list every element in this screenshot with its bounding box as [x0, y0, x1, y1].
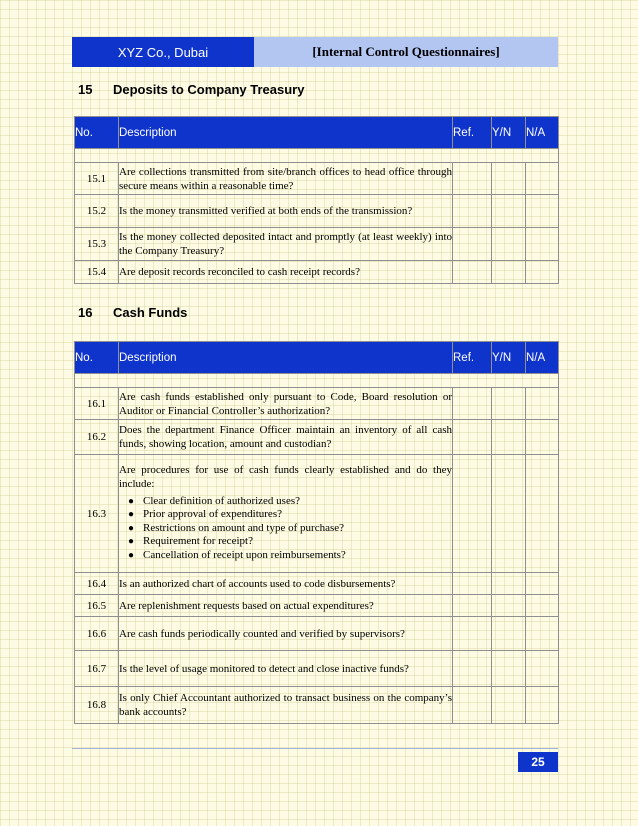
yn-cell[interactable] — [492, 228, 526, 261]
col-na: N/A — [526, 117, 559, 149]
na-cell[interactable] — [526, 573, 559, 595]
bullet-list — [119, 495, 452, 563]
section-15-title: Deposits to Company Treasury — [113, 82, 305, 97]
row-question: Does the department Finance Officer maintain an inventory of all cash funds, showing location, amount and custodian? — [119, 420, 453, 455]
section-16-title: Cash Funds — [113, 305, 188, 320]
bullet-icon: ● — [128, 495, 135, 507]
table-header-row — [75, 117, 559, 149]
row-number: 16.2 — [75, 420, 119, 455]
table-row — [75, 163, 559, 195]
yn-cell[interactable] — [492, 595, 526, 617]
table-row — [75, 195, 559, 228]
page-number: 25 — [518, 752, 558, 772]
table-row — [75, 261, 559, 284]
yn-cell[interactable] — [492, 195, 526, 228]
row-question: Is the money collected deposited intact and promptly (at least weekly) into the Company Treasury? — [119, 228, 453, 261]
yn-cell[interactable] — [492, 651, 526, 687]
section-15-table — [74, 116, 559, 284]
yn-cell[interactable] — [492, 573, 526, 595]
bullet-icon: ● — [128, 509, 135, 521]
section-15-number: 15 — [78, 82, 93, 97]
bullet-text: Cancellation of receipt upon reimbursements? — [143, 548, 346, 561]
col-ref: Ref. — [453, 117, 492, 149]
page-header — [72, 37, 558, 67]
yn-cell[interactable] — [492, 388, 526, 420]
table-row — [75, 388, 559, 420]
col-description: Description — [119, 117, 453, 149]
ref-cell[interactable] — [453, 195, 492, 228]
na-cell[interactable] — [526, 163, 559, 195]
list-item — [128, 548, 452, 563]
row-number: 16.3 — [75, 455, 119, 573]
row-question: Are cash funds periodically counted and verified by supervisors? — [119, 617, 453, 651]
ref-cell[interactable] — [453, 617, 492, 651]
ref-cell[interactable] — [453, 573, 492, 595]
spacer-row — [75, 374, 559, 388]
na-cell[interactable] — [526, 388, 559, 420]
bullet-icon: ● — [128, 522, 135, 534]
col-yn: Y/N — [492, 342, 526, 374]
spacer-row — [75, 149, 559, 163]
row-question: Is an authorized chart of accounts used to code disbursements? — [119, 573, 453, 595]
col-na: N/A — [526, 342, 559, 374]
ref-cell[interactable] — [453, 261, 492, 284]
yn-cell[interactable] — [492, 261, 526, 284]
ref-cell[interactable] — [453, 455, 492, 573]
row-question: Are cash funds established only pursuant to Code, Board resolution or Auditor or Financial Controller’s authorization? — [119, 388, 453, 420]
row-number: 15.3 — [75, 228, 119, 261]
table-row — [75, 573, 559, 595]
table-row — [75, 687, 559, 724]
ref-cell[interactable] — [453, 228, 492, 261]
list-item — [128, 535, 452, 549]
footer-divider — [72, 748, 558, 749]
na-cell[interactable] — [526, 687, 559, 724]
yn-cell[interactable] — [492, 420, 526, 455]
na-cell[interactable] — [526, 228, 559, 261]
table-row — [75, 455, 559, 573]
row-question-text: Are procedures for use of cash funds clearly established and do they include: — [119, 463, 452, 490]
row-number: 15.4 — [75, 261, 119, 284]
na-cell[interactable] — [526, 261, 559, 284]
col-no: No. — [75, 342, 119, 374]
section-16-table — [74, 341, 559, 724]
na-cell[interactable] — [526, 617, 559, 651]
row-number: 15.2 — [75, 195, 119, 228]
row-question — [119, 455, 453, 573]
row-number: 15.1 — [75, 163, 119, 195]
row-question: Are deposit records reconciled to cash receipt records? — [119, 261, 453, 284]
yn-cell[interactable] — [492, 617, 526, 651]
ref-cell[interactable] — [453, 163, 492, 195]
bullet-text: Requirement for receipt? — [143, 535, 253, 548]
row-question: Is the level of usage monitored to detect and close inactive funds? — [119, 651, 453, 687]
row-number: 16.5 — [75, 595, 119, 617]
list-item — [128, 521, 452, 536]
table-row — [75, 651, 559, 687]
row-question: Are replenishment requests based on actual expenditures? — [119, 595, 453, 617]
ref-cell[interactable] — [453, 595, 492, 617]
ref-cell[interactable] — [453, 388, 492, 420]
na-cell[interactable] — [526, 420, 559, 455]
na-cell[interactable] — [526, 195, 559, 228]
na-cell[interactable] — [526, 455, 559, 573]
row-number: 16.8 — [75, 687, 119, 724]
yn-cell[interactable] — [492, 163, 526, 195]
table-header-row — [75, 342, 559, 374]
header-doc-title: [Internal Control Questionnaires] — [254, 37, 558, 67]
table-row — [75, 420, 559, 455]
col-yn: Y/N — [492, 117, 526, 149]
col-ref: Ref. — [453, 342, 492, 374]
row-question: Is only Chief Accountant authorized to transact business on the company’s bank accounts? — [119, 687, 453, 724]
row-number: 16.7 — [75, 651, 119, 687]
row-number: 16.1 — [75, 388, 119, 420]
col-description: Description — [119, 342, 453, 374]
yn-cell[interactable] — [492, 455, 526, 573]
row-number: 16.6 — [75, 617, 119, 651]
table-row — [75, 617, 559, 651]
col-no: No. — [75, 117, 119, 149]
bullet-text: Prior approval of expenditures? — [143, 508, 282, 521]
bullet-icon: ● — [128, 549, 135, 561]
ref-cell[interactable] — [453, 420, 492, 455]
list-item — [128, 508, 452, 522]
ref-cell[interactable] — [453, 651, 492, 687]
table-row — [75, 595, 559, 617]
yn-cell[interactable] — [492, 687, 526, 724]
row-number: 16.4 — [75, 573, 119, 595]
ref-cell[interactable] — [453, 687, 492, 724]
section-16-number: 16 — [78, 305, 93, 320]
bullet-text: Clear definition of authorized uses? — [143, 494, 301, 507]
na-cell[interactable] — [526, 595, 559, 617]
na-cell[interactable] — [526, 651, 559, 687]
bullet-icon: ● — [128, 536, 135, 548]
list-item — [128, 494, 452, 509]
row-question: Is the money transmitted verified at both ends of the transmission? — [119, 195, 453, 228]
row-question: Are collections transmitted from site/branch offices to head office through secure means within a reasonable time? — [119, 163, 453, 195]
header-company: XYZ Co., Dubai — [72, 37, 254, 67]
bullet-text: Restrictions on amount and type of purchase? — [143, 521, 345, 534]
table-row — [75, 228, 559, 261]
